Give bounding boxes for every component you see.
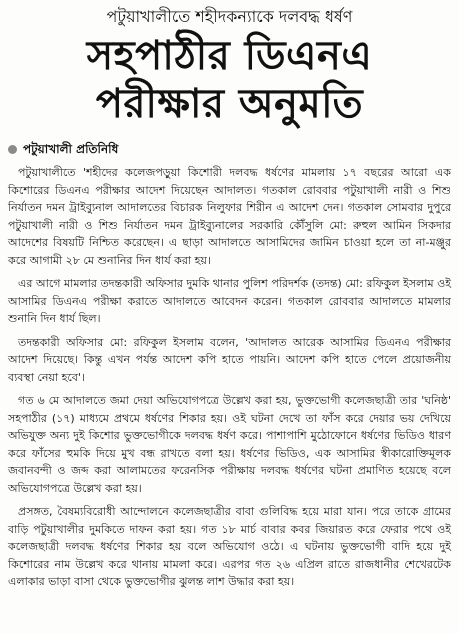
body-paragraph: এর আগে মামলার তদন্তকারী অফিসার দুমকি থানার পুলিশ পরিদর্শক (তদন্ত) মো: রফিকুল ইসলাম ওই আসামির ডিএনএ পরীক্ষা করাতে আদালতে আবেদন করেন। গতকাল রোববার আদালতে মামলার শুনানি দিন ধার্য ছিল। bbox=[8, 277, 451, 325]
article-headline bbox=[8, 32, 451, 128]
byline-text: পটুয়াখালী প্রতিনিধি bbox=[23, 142, 119, 156]
article-kicker: পটুয়াখালীতে শহীদকন্যাকে দলবদ্ধ ধর্ষণ bbox=[106, 7, 353, 26]
article-body bbox=[8, 164, 451, 591]
headline-line-2: পরীক্ষার অনুমতি bbox=[95, 81, 364, 127]
bullet-icon bbox=[8, 145, 17, 154]
body-paragraph: পটুয়াখালীতে 'শহীদের কলেজপড়ুয়া কিশোরী দলবদ্ধ ধর্ষণের মামলায় ১৭ বছরের আরো এক কিশোরের ডিএনএ পরীক্ষার আদেশ দিয়েছেন আদালত। গতকাল রোববার পটুয়াখালী নারী ও শিশু নির্যাতন দমন ট্রাইব্যুনাল আদালতের বিচারক নিলুফার শিরীন এ আদেশ দেন। গতকাল সোমবার দুপুরে পটুয়াখালী নারী ও শিশু নির্যাতন দমন ট্রাইব্যুনালের সরকারি কৌঁসুলি মো: রুহুল আমিন সিকদার আদেশের বিষয়টি নিশ্চিত করেছেন। এ ছাড়া আদালতে আসামিদের জামিন চাওয়া হলে তা না-মঞ্জুর করে আগামী ২৮ মে শুনানির দিন ধার্য করা হয়। bbox=[8, 166, 451, 267]
body-paragraph: প্রসঙ্গত, বৈষম্যবিরোধী আন্দোলনে কলেজছাত্রীর বাবা গুলিবিদ্ধ হয়ে মারা যান। পরে তাকে গ্রামের বাড়ি পটুয়াখালীর দুমকিতে দাফন করা হয়। গত ১৮ মার্চ বাবার কবর জিয়ারত করে ফেরার পথে ওই কলেজছাত্রী দলবদ্ধ ধর্ষণের শিকার হয় বলে অভিযোগ ওঠে। এ ঘটনায় ভুক্তভোগী বাদি হয়ে দুই কিশোরের নাম উল্লেখ করে থানায় মামলা করে। এরপর গত ২৬ এপ্রিল রাতে রাজধানীর শেখেরটেক এলাকার ভাড়া বাসা থেকে ভুক্তভোগীর ঝুলন্ত লাশ উদ্ধার করা হয়। bbox=[8, 505, 451, 588]
article-byline bbox=[8, 140, 451, 158]
headline-line-1: সহপাঠীর ডিএনএ bbox=[86, 33, 373, 79]
body-paragraph: গত ৬ মে আদালতে জমা দেয়া অভিযোগপত্রে উল্লেখ করা হয়, ভুক্তভোগী কলেজছাত্রী তার 'ঘনিষ্ঠ' সহপাঠীর (১৭) মাধ্যমে প্রথমে ধর্ষণের শিকার হয়। ওই ঘটনা দেখে তা ফাঁস করে দেয়ার ভয় দেখিয়ে অভিযুক্ত অন্য দুই কিশোর ভুক্তভোগীকে দলবদ্ধ ধর্ষণ করে। পাশাপাশি মুঠোফোনে ধর্ষণের ভিডিও ধারণ করে ফাঁসের হুমকি দিয়ে মুখ বন্ধ রাখতে বলা হয়। ধর্ষণের ভিডিও, এক আসামির স্বীকারোক্তিমূলক জবানবন্দী ও জব্দ করা আলামতের ফরেনসিক পরীক্ষায় দলবদ্ধ ধর্ষণের ঘটনা প্রমাণিত হয়েছে বলে অভিযোগপত্রে উল্লেখ করা হয়। bbox=[8, 394, 451, 495]
body-paragraph: তদন্তকারী অফিসার মো: রফিকুল ইসলাম বলেন, 'আদালত আরেক আসামির ডিএনএ পরীক্ষার আদেশ দিয়েছে। কিন্তু এখন পর্যন্ত আদেশ কপি হাতে পায়নি। আদেশ কপি হাতে পেলে প্রয়োজনীয় ব্যবস্থা নেয়া হবে'। bbox=[8, 335, 451, 384]
